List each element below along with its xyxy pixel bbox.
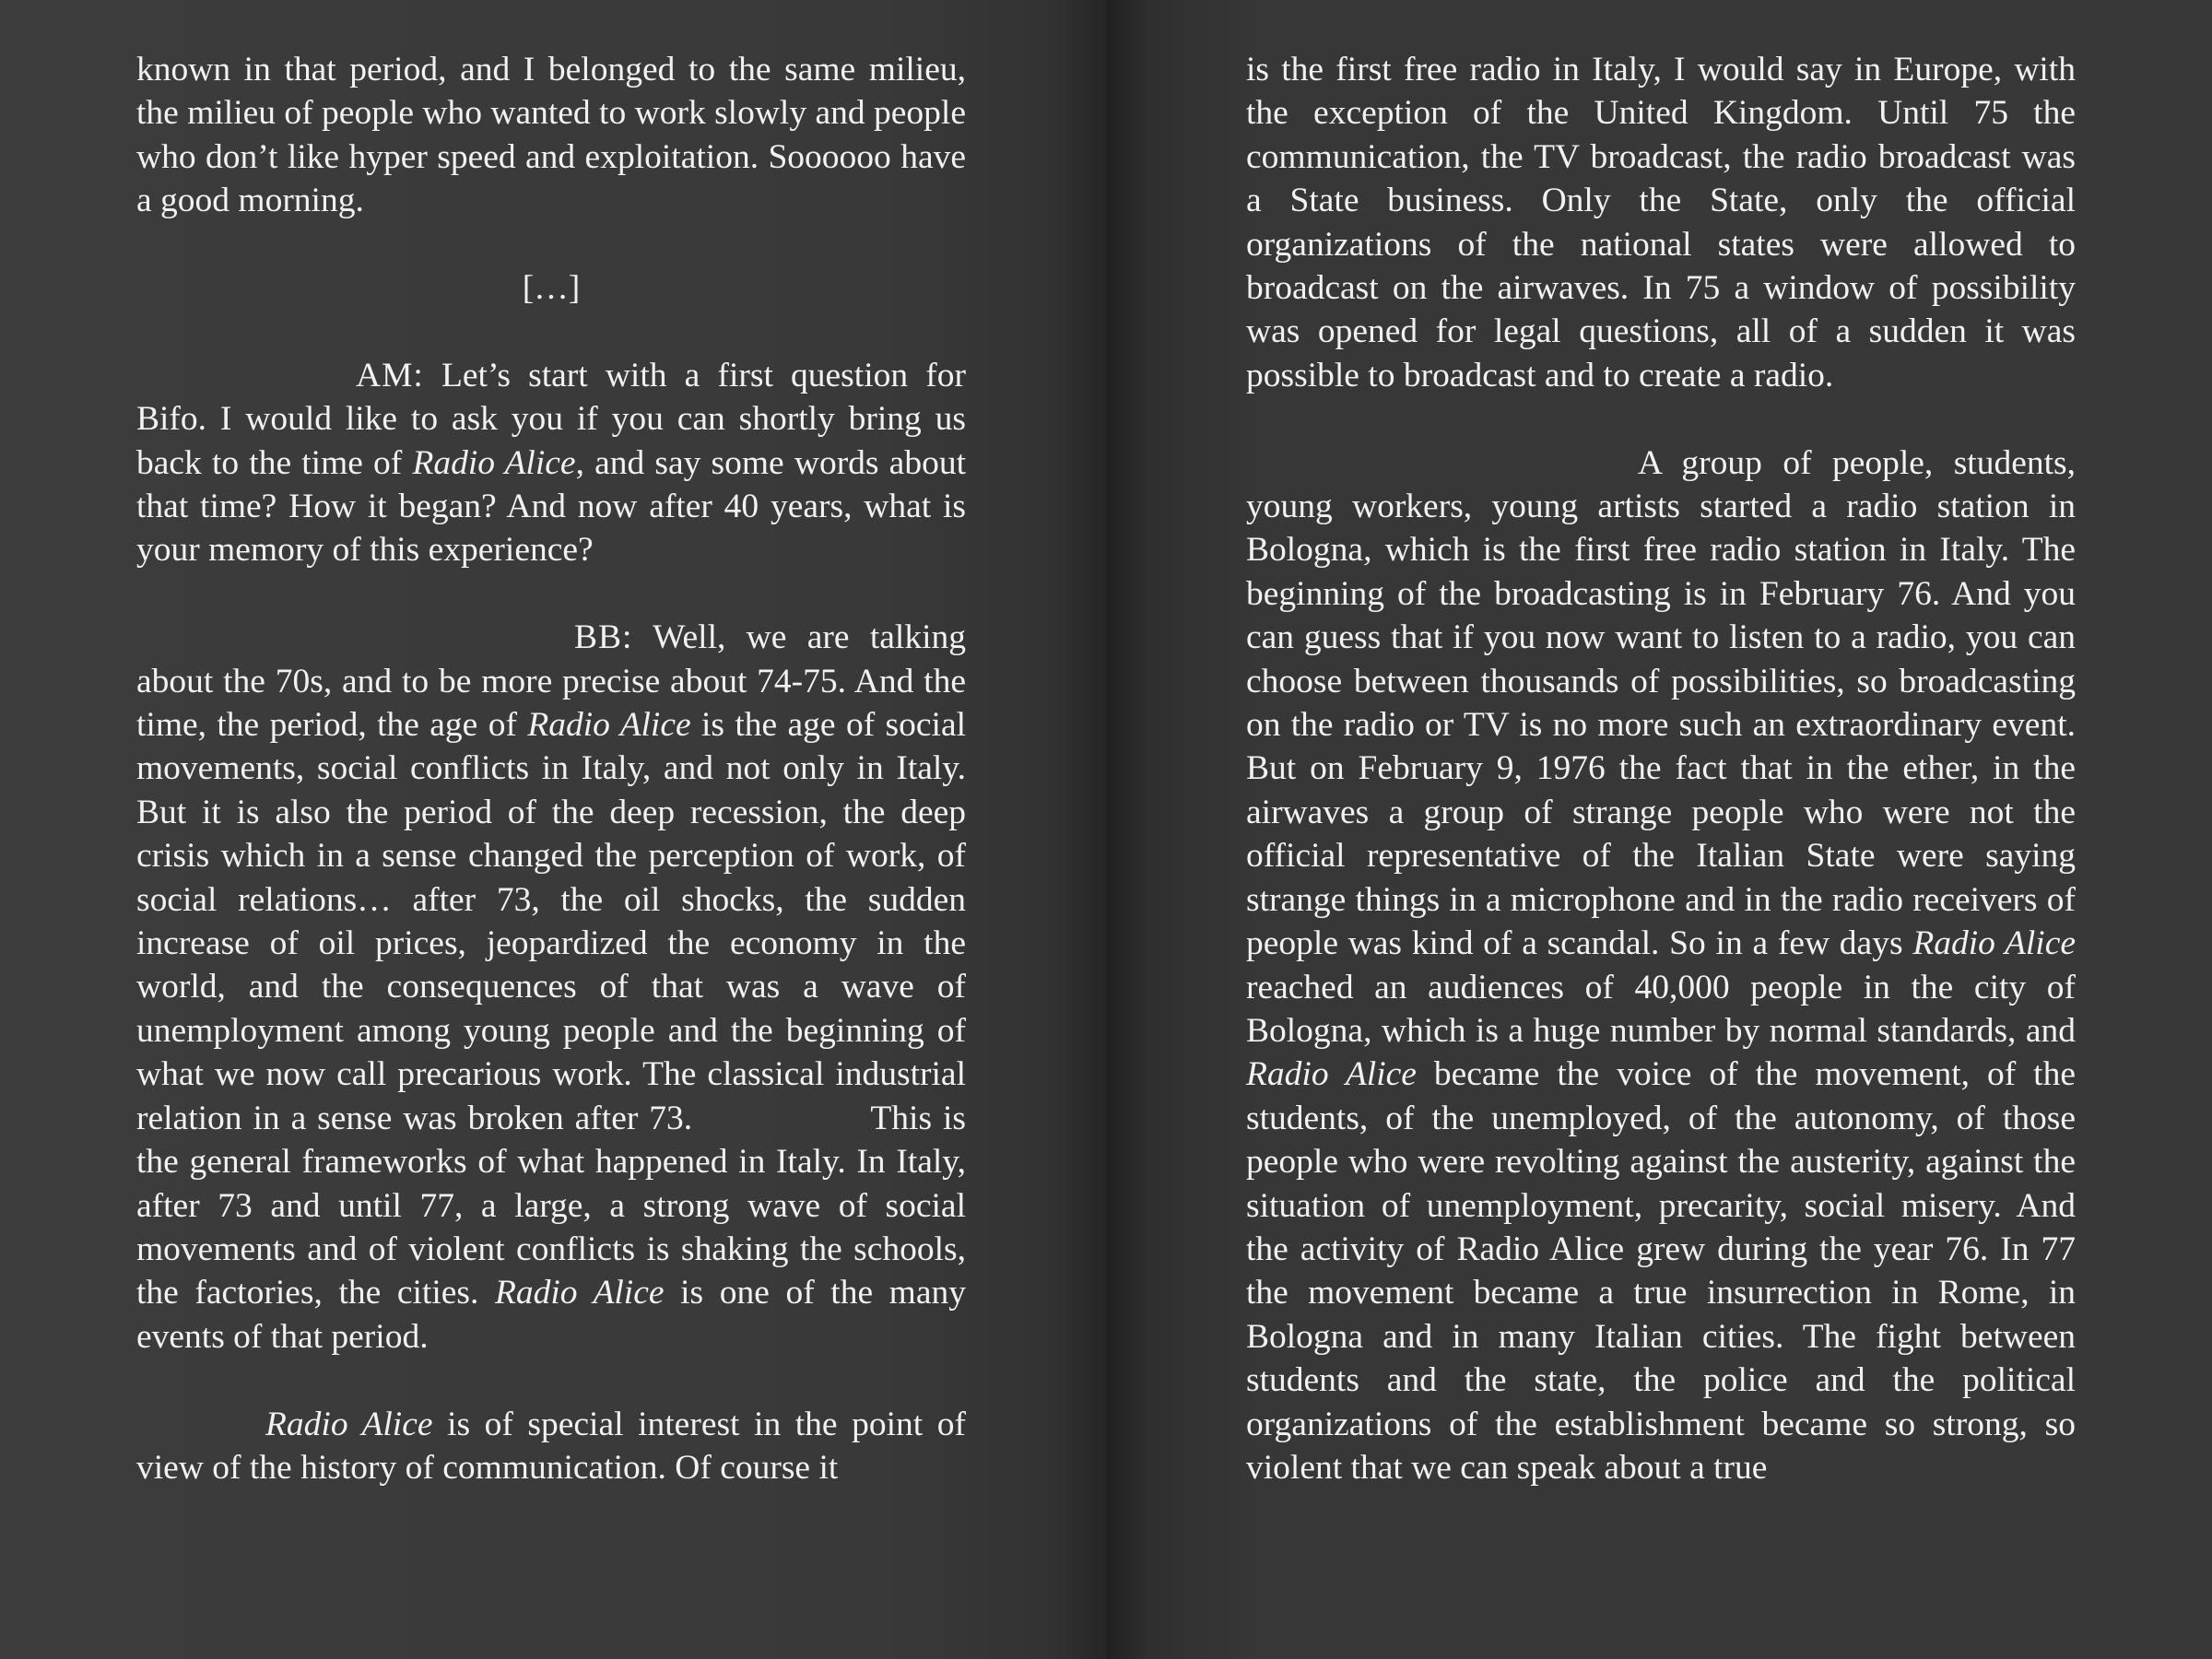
title-radio-alice: Radio Alice: [412, 443, 576, 482]
right-paragraph-1: is the first free radio in Italy, I would say in Europe, with the exception of the United Kingdom. Until 75 the communication, the TV broadcast, the radio broadcast was a State business. Only the State, only the official organizations of the national states were allowed to broadcast on the airwaves. In 75 a window of possibility was opened for legal questions, all of a sudden it was possible to broadcast and to create a radio.: [1246, 51, 2076, 394]
speaker-bb: BB:: [574, 618, 633, 657]
title-radio-alice: Radio Alice: [265, 1405, 433, 1443]
ellipsis-marker: […]: [522, 269, 581, 308]
right-text-column: [1246, 48, 2076, 1489]
right-paragraph-2: A group of people, students, young workers, young artists started a radio station in Bologna, which is the first free radio station in Italy. The beginning of the broadcasting is in February 76. And you can guess that if you now want to listen to a radio, you can choose between thousands of possibilities, so broadcasting on the radio or TV is no more such an extraordinary event. But on February 9, 1976 the fact that in the ether, in the airwaves a group of strange people who were not the official representative of the Italian State were saying strange things in a microphone and in the radio receivers of people was kind of a scandal. So in a few days Radio Alice reached an audiences of 40,000 people in the city of Bologna, which is a huge number by normal standards, and Radio Alice became the voice of the movement, of the students, of the unemployed, of the autonomy, of those people who were revolting against the austerity, against the situation of unemployment, precarity, social misery. And the activity of Radio Alice grew during the year 76. In 77 the movement became a true insurrection in Rome, in Bologna and in many Italian cities. The fight between students and the state, the police and the political organizations of the establishment became so strong, so violent that we can speak about a true: [1246, 443, 2076, 1487]
title-radio-alice: Radio Alice: [1246, 1055, 1417, 1094]
speaker-am: AM:: [356, 356, 424, 394]
left-last-paragraph: Radio Alice is of special interest in the point of view of the history of communication. Of course it: [136, 1405, 967, 1487]
am-question-paragraph: AM: Let’s start with a first question for Bifo. I would like to ask you if you can shortly bring us back to the time of Radio Alice, and say some words about that time? How it began? And now after 40 years, what is your memory of this experience?: [136, 356, 966, 570]
title-radio-alice: Radio Alice: [1912, 924, 2076, 963]
title-radio-alice: Radio Alice: [494, 1274, 665, 1312]
bb-answer-paragraph: BB: Well, we are talking about the 70s, and to be more precise about 74-75. And the time, the period, the age of Radio Alice is the age of social movements, social conflicts in Italy, and not only in Italy. But it is also the period of the deep recession, the deep crisis which in a sense changed the perception of work, of social relations… after 73, the oil shocks, the sudden increase of oil prices, jeopardized the economy in the world, and the consequences of that was a wave of unemployment among young people and the beginning of what we now call precarious work. The classical industrial relation in a sense was broken after 73. This is the general frameworks of what happened in Italy. In Italy, after 73 and until 77, a large, a strong wave of social movements and of violent conflicts is shaking the schools, the factories, the cities. Radio Alice is one of the many events of that period.: [136, 618, 967, 1356]
right-page: [1106, 0, 2212, 1659]
left-paragraph-1: known in that period, and I belonged to the same milieu, the milieu of people who wanted to work slowly and people who don’t like hyper speed and exploitation. Soooooo have a good morning.: [136, 51, 966, 220]
title-radio-alice: Radio Alice: [527, 706, 691, 745]
left-text-column: [136, 48, 966, 1489]
